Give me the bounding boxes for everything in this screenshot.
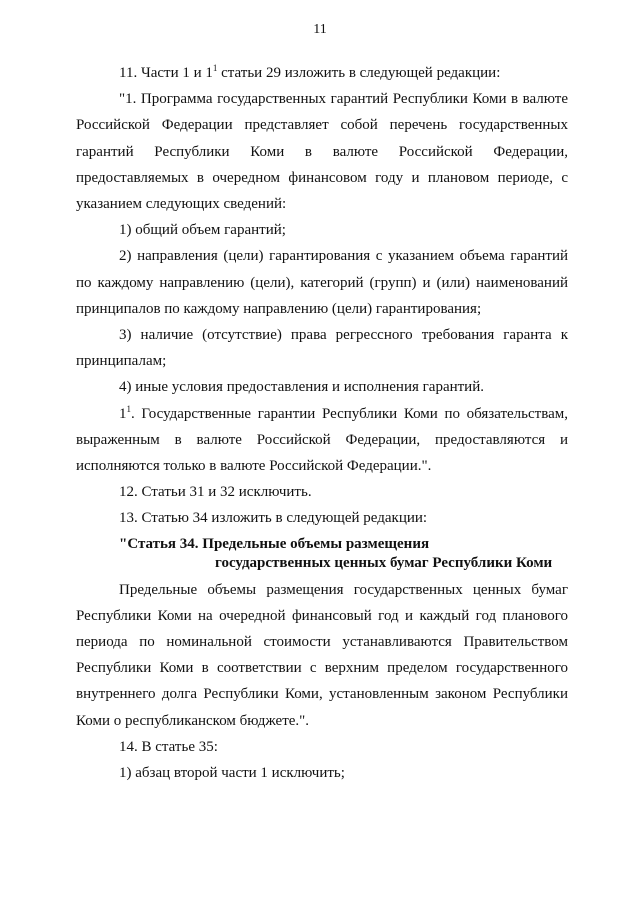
article-34-heading-line-2: государственных ценных бумаг Республики Коми xyxy=(215,554,553,571)
part-1-1-text: . Государственные гарантии Республики Коми по обязательствам, выраженным в валюте Российской Федерации, предоставляются и исполняются только в валюте Российской Федерации.". xyxy=(76,405,568,475)
paragraph-program-guarantees: "1. Программа государственных гарантий Республики Коми в валюте Российской Федерации представляет собой перечень государственных гарантий Республики Коми в валюте Российской Федерации, предоставляемых в очередном финансовом году и плановом периоде, с указанием следующих сведений: xyxy=(76,91,568,213)
paragraph-list-1: 1) общий объем гарантий; xyxy=(119,222,286,239)
item-11-text-b: статьи 29 изложить в следующей редакции: xyxy=(217,65,501,81)
paragraph-list-3: 3) наличие (отсутствие) права регрессного требования гаранта к принципалам; xyxy=(76,327,568,370)
paragraph-part-1-1 xyxy=(76,401,568,480)
part-1-1-superscript: 1 xyxy=(126,403,131,414)
paragraph-item-14: 14. В статье 35: xyxy=(119,738,218,755)
document-body xyxy=(76,60,568,786)
article-34-heading xyxy=(76,532,568,577)
paragraph-list-2: 2) направления (цели) гарантирования с указанием объема гарантий по каждому направлению (цели), категорий (групп) и (или) наименований принципалов по каждому направлению (цели) гарантирования; xyxy=(76,248,568,317)
paragraph-item-13: 13. Статью 34 изложить в следующей редакции: xyxy=(119,510,428,527)
item-11-superscript: 1 xyxy=(212,63,218,73)
paragraph-item-12: 12. Статьи 31 и 32 исключить. xyxy=(119,484,312,501)
paragraph-item-14-1: 1) абзац второй части 1 исключить; xyxy=(119,765,345,782)
item-11-text-a: 11. Части 1 и 1 xyxy=(119,65,213,81)
paragraph-article-34: Предельные объемы размещения государственных ценных бумаг Республики Коми на очередной финансовый год и каждый год планового периода по номинальной стоимости устанавливаются Правительством Республики Коми в соответствии с верхним пределом государственного внутреннего долга Республики Коми, установленным законом Республики Коми о республиканском бюджете.". xyxy=(76,581,568,729)
part-1-1-number: 1 xyxy=(119,405,127,422)
paragraph-list-4: 4) иные условия предоставления и исполнения гарантий. xyxy=(119,379,484,396)
article-34-heading-line-1: "Статья 34. Предельные объемы размещения xyxy=(119,535,430,552)
paragraph-item-11 xyxy=(76,60,568,86)
page-number: 11 xyxy=(313,22,327,37)
